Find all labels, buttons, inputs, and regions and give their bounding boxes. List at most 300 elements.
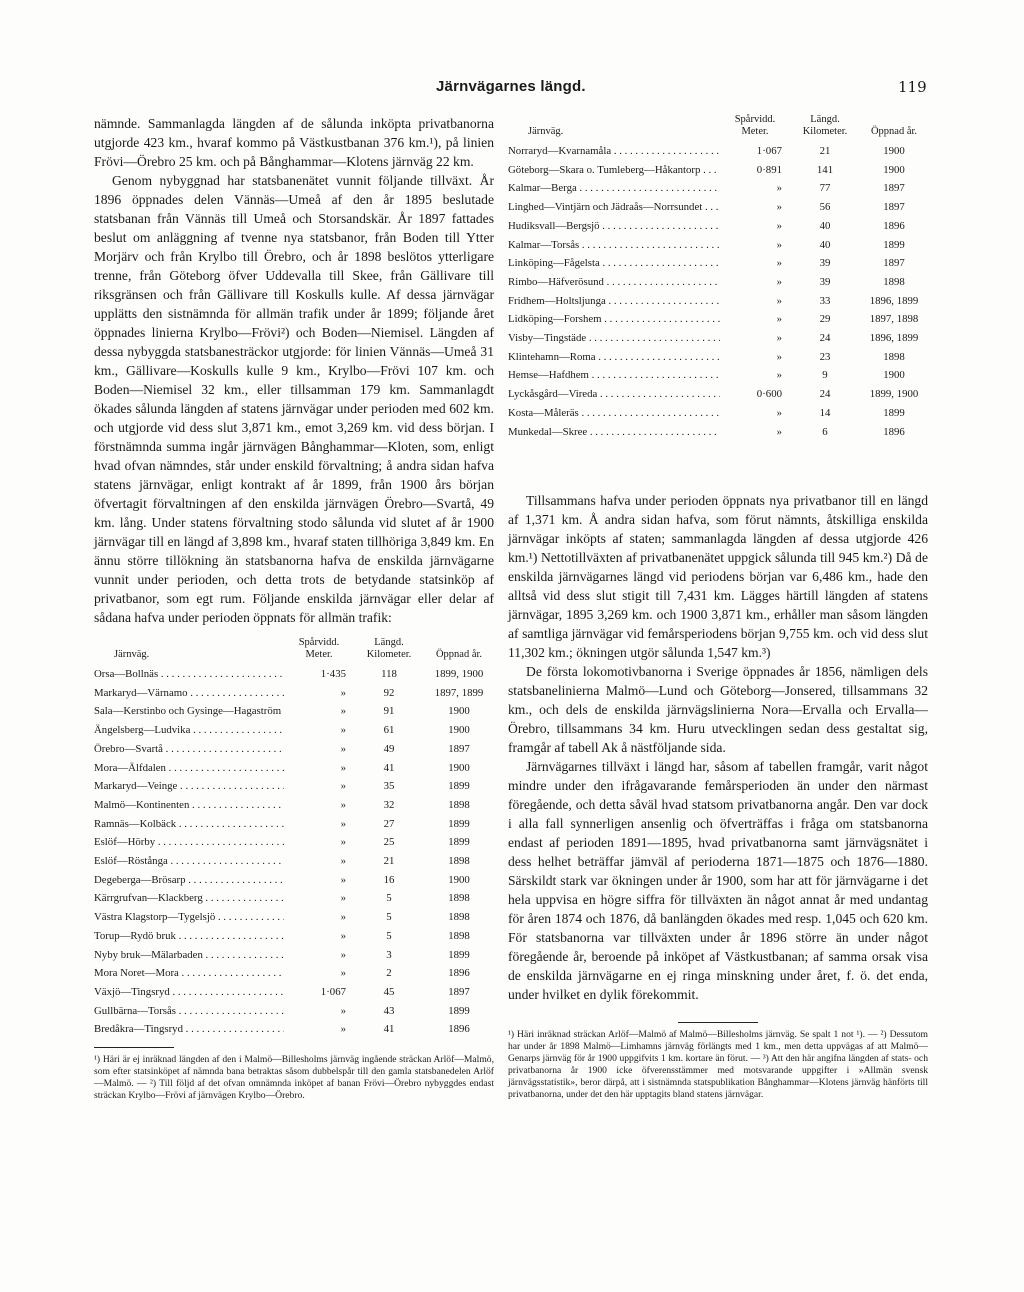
length-km — [354, 815, 424, 834]
railway-name — [508, 273, 720, 292]
length-km-text: 25 — [383, 836, 395, 849]
length-km-text: 118 — [381, 668, 397, 680]
railway-name — [508, 292, 720, 311]
length-km-text: 40 — [819, 238, 831, 251]
opened-year-text: 1899 — [448, 836, 470, 849]
railway-name-text: Ramnäs—Kolbäck — [94, 817, 177, 830]
railway-name — [94, 946, 284, 965]
length-km — [790, 217, 860, 236]
opened-year-text: 1896 — [883, 219, 905, 232]
opened-year — [860, 385, 928, 404]
opened-year-text: 1896 — [883, 425, 905, 438]
railway-name — [94, 871, 284, 890]
dot-leader — [158, 668, 284, 680]
table-row — [94, 759, 494, 778]
dot-leader — [596, 351, 720, 363]
track-gauge — [720, 366, 790, 385]
railway-name-text: Markaryd—Värnamo — [94, 686, 188, 699]
column-header: Järnväg. — [114, 649, 150, 660]
dot-leader — [176, 1005, 284, 1017]
railway-name — [94, 721, 284, 740]
length-km — [354, 740, 424, 759]
opened-year-text: 1900 — [448, 873, 470, 886]
length-km — [354, 796, 424, 815]
opened-year-text: 1900 — [448, 724, 470, 737]
track-gauge — [720, 404, 790, 423]
left-paragraph: Genom nybyggnad har statsbanenätet vunnit följande tillväxt. År 1896 öppnades delen Vännäs—Umeå af den år 1895 beslutade statsbanan från Vännäs till Umeå och Storsandskär. År 1897 fattades beslut om anläggning af tvenne nya statsbanor, från Boden till Ytter Morjärv och från Krylbo till Örebro, och år 1898 beslötos ytterligare trenne, från Göteborg öfver Uddevalla till Skee, från Gällivare till riksgränsen och från Gällivare till Koskulls kulle. Af dessa järnvägar upplätts den sistnämnda för allmän trafik under år 1899; följande året öppnades linierna Krylbo—Frövi²) och Boden—Niemisel. Längden af dessa nybyggda statsbanesträckor utgjorde: för linien Vännäs—Umeå 31 km., Gällivare—Koskulls kulle 9 km., Krylbo—Frövi 107 km. och Boden—Niemisel 32 km., eller tillsamman 179 km. Sammanlagdt ökades sålunda längden af statens järnvägar under perioden med 602 km. och utgjorde vid dess slut 3,871 km., emot 3,269 km. vid dess början. I förstnämnda summa ingår järnvägen Bånghammar—Kloten, som, enligt hvad ofvan nämndes, står under enskild förvaltning; å andra sidan hafva statens järnvägar, enligt kontrakt af år 1899, från 1900 års början öfvertagit förvaltningen af den enskilda järnvägen Örebro—Svartå, 49 km. lång. Under statens förvaltning stodo sålunda vid slutet af år 1900 järnvägar till en längd af 3,898 km., hvaraf staten tillhöriga 3,849 km. En ännu större tillökning än statsbanorna hafva de enskilda järnvägarne vunnit under perioden, och detta trots de betydande statsinköp af privatbanor, som egt rum. Följande enskilda järnvägar eller delar af sådana hafva under perioden öppnats för allmän trafik: — [94, 173, 494, 625]
railway-name — [94, 777, 284, 796]
table-row — [508, 198, 928, 217]
track-gauge — [284, 833, 354, 852]
table-row — [94, 833, 494, 852]
track-gauge-text: 0·891 — [756, 163, 782, 176]
track-gauge — [720, 329, 790, 348]
length-km-text: 5 — [386, 929, 392, 942]
railway-name-text: Hemse—Hafdhem — [508, 369, 589, 382]
dot-leader — [190, 724, 284, 736]
track-gauge-text: » — [776, 350, 782, 363]
length-km — [354, 665, 424, 684]
table-row — [508, 385, 928, 404]
table-row — [94, 796, 494, 815]
table-row — [508, 329, 928, 348]
railway-name-text: Fridhem—Holtsljunga — [508, 294, 606, 307]
table-row — [94, 983, 494, 1002]
opened-year-text: 1896, 1899 — [869, 332, 919, 345]
opened-year-text: 1899 — [448, 948, 470, 961]
opened-year — [424, 983, 494, 1002]
railway-name-text: Malmö—Kontinenten — [94, 798, 190, 811]
track-gauge — [284, 983, 354, 1002]
length-km-text: 5 — [386, 892, 392, 905]
track-gauge — [720, 273, 790, 292]
length-km-text: 91 — [383, 705, 395, 718]
track-gauge — [284, 815, 354, 834]
dot-leader — [189, 799, 284, 811]
rail-table — [508, 114, 928, 441]
private-railways-table-right — [508, 114, 928, 441]
length-km — [790, 179, 860, 198]
railway-name-text: Kalmar—Torsås — [508, 238, 580, 251]
opened-year-text: 1897, 1899 — [434, 686, 484, 699]
dot-leader — [600, 220, 720, 232]
railway-name — [94, 852, 284, 871]
length-km-text: 3 — [386, 948, 392, 961]
column-header: Öppnad år. — [870, 126, 918, 137]
length-km — [790, 198, 860, 217]
railway-name — [94, 964, 284, 983]
opened-year-text: 1898 — [448, 911, 470, 924]
length-km — [354, 833, 424, 852]
opened-year — [424, 964, 494, 983]
opened-year — [860, 292, 928, 311]
track-gauge — [720, 217, 790, 236]
table-row — [508, 142, 928, 161]
railway-name-text: Kosta—Måleräs — [508, 406, 579, 419]
length-km — [354, 908, 424, 927]
length-km-text: 23 — [819, 350, 831, 363]
length-km — [354, 684, 424, 703]
track-gauge-text: » — [340, 836, 346, 849]
railway-name — [94, 927, 284, 946]
column-header: Järnväg. — [528, 126, 564, 137]
dot-leader — [577, 182, 720, 194]
railway-name — [94, 983, 284, 1002]
track-gauge-text: » — [776, 182, 782, 195]
dot-leader — [579, 239, 720, 251]
dot-leader — [177, 780, 284, 792]
railway-name-text: Västra Klagstorp—Tygelsjö — [94, 911, 216, 924]
table-row — [94, 871, 494, 890]
length-km-text: 61 — [383, 724, 395, 737]
opened-year-text: 1898 — [883, 350, 905, 363]
railway-name — [94, 684, 284, 703]
opened-year — [424, 665, 494, 684]
table-row — [94, 684, 494, 703]
table-row — [508, 404, 928, 423]
length-km-text: 6 — [822, 425, 828, 438]
track-gauge — [284, 740, 354, 759]
track-gauge-text: » — [340, 967, 346, 980]
opened-year — [424, 702, 494, 721]
dot-leader — [163, 743, 284, 755]
railway-name-text: Torup—Rydö bruk — [94, 929, 176, 942]
opened-year — [860, 179, 928, 198]
dot-leader — [176, 930, 284, 942]
opened-year — [860, 198, 928, 217]
dot-leader — [700, 164, 720, 176]
opened-year — [860, 273, 928, 292]
table-body — [94, 665, 494, 1039]
opened-year — [860, 254, 928, 273]
table-row — [94, 1020, 494, 1039]
footnote: ¹) Häri är ej inräknad längden af den i Malmö—Billesholms järnväg ingående sträckan Arlöf—Malmö, som efter statsinköpet af nämnda bana betraktas såsom dubbelspår till den gamla statsbanedelen Arlöf—Malmö. — ²) Till följd af det ofvan omnämnda inköpet af banan Frövi—Örebro nybyggdes endast sträckan Krylbo—Frövi af järnvägen Krylbo—Örebro. — [94, 1054, 494, 1102]
track-gauge — [720, 142, 790, 161]
opened-year-text: 1899 — [883, 406, 905, 419]
opened-year — [424, 852, 494, 871]
length-km — [354, 1002, 424, 1021]
railway-name-text: Mora—Älfdalen — [94, 761, 166, 774]
table-row — [94, 852, 494, 871]
table-row — [508, 273, 928, 292]
track-gauge-text: » — [776, 369, 782, 382]
track-gauge — [284, 946, 354, 965]
private-railways-table-left — [94, 637, 494, 1039]
length-km-text: 35 — [383, 780, 395, 793]
railway-name — [508, 142, 720, 161]
track-gauge-text: » — [340, 686, 346, 699]
track-gauge-text: » — [340, 892, 346, 905]
table-row — [94, 946, 494, 965]
dot-leader — [183, 1023, 284, 1035]
right-text — [508, 491, 928, 1004]
opened-year-text: 1900 — [448, 761, 470, 774]
track-gauge — [284, 665, 354, 684]
opened-year — [860, 348, 928, 367]
opened-year — [424, 946, 494, 965]
opened-year — [860, 404, 928, 423]
length-km — [790, 348, 860, 367]
track-gauge-text: 1·067 — [756, 145, 782, 157]
opened-year-text: 1899, 1900 — [434, 668, 484, 680]
track-gauge-text: 0·600 — [756, 388, 782, 401]
track-gauge-text: 1·067 — [320, 985, 346, 998]
opened-year-text: 1899 — [883, 238, 905, 251]
track-gauge — [720, 310, 790, 329]
opened-year — [860, 217, 928, 236]
length-km-text: 49 — [383, 742, 395, 755]
dot-leader — [600, 257, 720, 269]
railway-name-text: Visby—Tingstäde — [508, 332, 587, 345]
railway-name — [508, 404, 720, 423]
railway-name — [508, 236, 720, 255]
length-km — [790, 385, 860, 404]
table-row — [94, 964, 494, 983]
left-column — [94, 114, 494, 1102]
opened-year — [424, 815, 494, 834]
railway-name — [508, 385, 720, 404]
length-km-text: 56 — [819, 201, 831, 214]
railway-name — [508, 348, 720, 367]
track-gauge-text: » — [340, 705, 346, 718]
dot-leader — [215, 911, 284, 923]
length-km-text: 33 — [819, 294, 831, 307]
table-row — [508, 217, 928, 236]
table-row — [508, 179, 928, 198]
length-km-text: 141 — [816, 163, 834, 176]
opened-year-text: 1898 — [448, 855, 470, 868]
track-gauge — [284, 1020, 354, 1039]
track-gauge-text: » — [776, 201, 782, 214]
track-gauge — [720, 161, 790, 180]
railway-name — [94, 815, 284, 834]
length-km-text: 92 — [383, 686, 395, 699]
footnote: ¹) Häri inräknad sträckan Arlöf—Malmö af Malmö—Billesholms järnväg. Se spalt 1 not ¹). — ²) Dessutom har under år 1898 Malmö—Limhamns järnväg förlängts med 1 km., men detta uppvägas af att Malmö—Genarps järnväg för år 1900 uppgifvits 1 km. kortare än förut. — ³) Att den här angifna längden af stats- och privatbanorna år 1900 icke öfverensstämmer med motsvarande uppgifter i »Allmän svensk järnvägsstatistik», beror därpå, att i sistnämnda statspublikation Bånghammar—Klotens järnväg hänförts till privatbanorna, under det den här upptagits bland statens järnvägar. — [508, 1029, 928, 1101]
track-gauge — [284, 684, 354, 703]
table-row — [94, 740, 494, 759]
track-gauge — [284, 1002, 354, 1021]
dot-leader — [604, 276, 720, 288]
track-gauge-text: » — [340, 855, 346, 868]
track-gauge — [284, 702, 354, 721]
length-km-text: 16 — [383, 873, 395, 886]
opened-year — [424, 927, 494, 946]
railway-name-text: Linköping—Fågelsta — [508, 257, 600, 270]
opened-year-text: 1897 — [448, 985, 470, 998]
opened-year-text: 1897 — [448, 742, 470, 755]
track-gauge — [284, 721, 354, 740]
track-gauge-text: » — [340, 742, 346, 755]
length-km — [790, 329, 860, 348]
track-gauge — [284, 964, 354, 983]
railway-name — [94, 1020, 284, 1039]
railway-name — [94, 833, 284, 852]
railway-name — [508, 217, 720, 236]
opened-year — [860, 310, 928, 329]
dot-leader — [168, 855, 284, 867]
length-km — [790, 142, 860, 161]
table-row — [94, 1002, 494, 1021]
length-km-text: 14 — [819, 406, 831, 419]
length-km — [354, 777, 424, 796]
page-header — [0, 78, 1024, 98]
track-gauge — [720, 348, 790, 367]
track-gauge-text: » — [340, 929, 346, 942]
right-paragraph: Järnvägarnes tillväxt i längd har, såsom af tabellen framgår, varit något mindre under den ifrågavarande femårsperioden än under den närmast föregående, och detta såväl hvad statsom privatbanorna angår. Den var dock i alla fall synnerligen ansenlig och öfverträffas i fråga om statsbanorna endast af perioden 1891—1895, hvad privatbanorna samt järnvägsnätet i dess helhet beträffar jämväl af perioderna 1871—1875 och 1876—1880. Särskildt stark var ökningen under år 1900, som har att för järnvägarne i det hela uppvisa en högre siffra för tillväxten än något annat år med undantag för åren 1874 och 1876, då banlängden ökades med resp. 1,045 och 620 km. För statsbanorna var tillväxten under år 1896 större än under något föregående år, beroende på inköpet af Västkustbanan; af samma orsak visa de enskilda järnvägarne en ej ringa minskning under året, f. ö. det enda, under hvilket en dylik förekommit. — [508, 759, 928, 1003]
table-row — [508, 366, 928, 385]
opened-year — [424, 796, 494, 815]
length-km-text: 27 — [383, 817, 395, 830]
running-title: Järnvägarnes längd. — [436, 78, 586, 95]
footnote-divider — [94, 1047, 174, 1048]
track-gauge-text: » — [340, 761, 346, 774]
length-km — [790, 310, 860, 329]
opened-year — [424, 1002, 494, 1021]
railway-name — [508, 310, 720, 329]
table-header-row — [94, 637, 494, 665]
railway-name-text: Hudiksvall—Bergsjö — [508, 219, 600, 232]
opened-year-text: 1898 — [883, 275, 905, 288]
table-row — [508, 236, 928, 255]
opened-year-text: 1900 — [883, 163, 905, 176]
rail-table — [94, 637, 494, 1039]
table-row — [508, 254, 928, 273]
railway-name — [94, 759, 284, 778]
track-gauge — [284, 871, 354, 890]
length-km — [354, 721, 424, 740]
length-km-text: 5 — [386, 911, 392, 924]
length-km-text: 9 — [822, 369, 828, 382]
track-gauge — [284, 796, 354, 815]
length-km — [354, 927, 424, 946]
railway-name-text: Örebro—Svartå — [94, 742, 163, 755]
opened-year-text: 1899 — [448, 817, 470, 830]
length-km — [354, 964, 424, 983]
length-km — [790, 423, 860, 442]
dot-leader — [155, 836, 284, 848]
railway-name-text: Eslöf—Röstånga — [94, 855, 168, 868]
dot-leader — [589, 369, 720, 381]
opened-year — [424, 777, 494, 796]
railway-name-text: Nyby bruk—Mälarbaden — [94, 948, 203, 961]
dot-leader — [186, 874, 284, 886]
track-gauge-text: » — [340, 1023, 346, 1036]
length-km-text: 41 — [383, 761, 395, 774]
length-km — [790, 366, 860, 385]
length-km-text: 2 — [386, 967, 392, 980]
opened-year-text: 1897 — [883, 201, 905, 214]
table-row — [94, 815, 494, 834]
railway-name-text: Eslöf—Hörby — [94, 836, 156, 849]
railway-name — [508, 329, 720, 348]
dot-leader — [203, 949, 284, 961]
track-gauge — [720, 423, 790, 442]
track-gauge-text: » — [776, 257, 782, 270]
opened-year-text: 1900 — [883, 145, 905, 157]
dot-leader — [281, 705, 284, 717]
track-gauge-text: » — [776, 332, 782, 345]
table-row — [94, 889, 494, 908]
column-header: Längd. Kilometer. — [366, 637, 412, 660]
dot-leader — [170, 986, 284, 998]
opened-year — [424, 1020, 494, 1039]
table-header-row — [508, 114, 928, 142]
dot-leader — [176, 818, 284, 830]
railway-name-text: Rimbo—Häfverösund — [508, 275, 604, 288]
dot-leader — [606, 295, 720, 307]
opened-year — [860, 423, 928, 442]
track-gauge — [284, 927, 354, 946]
table-row — [508, 292, 928, 311]
table-row — [508, 423, 928, 442]
table-row — [94, 777, 494, 796]
railway-name-text: Orsa—Bollnäs — [94, 668, 159, 680]
dot-leader — [702, 201, 720, 213]
length-km-text: 77 — [819, 182, 831, 195]
opened-year-text: 1898 — [448, 929, 470, 942]
track-gauge-text: » — [340, 780, 346, 793]
dot-leader — [602, 313, 720, 325]
opened-year-text: 1899 — [448, 780, 470, 793]
railway-name-text: Göteborg—Skara o. Tumleberg—Håkantorp — [508, 163, 701, 176]
length-km-text: 29 — [819, 313, 831, 326]
length-km — [354, 702, 424, 721]
length-km — [790, 254, 860, 273]
length-km-text: 40 — [819, 219, 831, 232]
track-gauge-text: » — [340, 798, 346, 811]
dot-leader — [586, 332, 720, 344]
footnote-divider — [678, 1022, 758, 1023]
railway-name-text: Lidköping—Forshem — [508, 313, 602, 326]
length-km — [354, 759, 424, 778]
opened-year — [860, 366, 928, 385]
track-gauge-text: » — [776, 313, 782, 326]
opened-year — [424, 721, 494, 740]
railway-name-text: Mora Noret—Mora — [94, 967, 179, 980]
railway-name — [508, 423, 720, 442]
track-gauge — [720, 254, 790, 273]
opened-year-text: 1900 — [883, 369, 905, 382]
length-km — [354, 983, 424, 1002]
railway-name — [94, 740, 284, 759]
track-gauge — [720, 236, 790, 255]
track-gauge-text: » — [340, 948, 346, 961]
railway-name-text: Markaryd—Veinge — [94, 780, 178, 793]
column-header: Längd. Kilometer. — [802, 114, 848, 137]
length-km-text: 39 — [819, 257, 831, 270]
table-body — [508, 142, 928, 441]
length-km-text: 32 — [383, 798, 395, 811]
length-km-text: 21 — [819, 145, 831, 157]
dot-leader — [611, 145, 720, 157]
track-gauge-text: » — [776, 406, 782, 419]
railway-name-text: Gullbärna—Torsås — [94, 1004, 176, 1017]
opened-year-text: 1900 — [448, 705, 470, 718]
opened-year-text: 1896 — [448, 1023, 470, 1036]
railway-name-text: Munkedal—Skree — [508, 425, 588, 438]
length-km — [354, 946, 424, 965]
track-gauge-text: » — [776, 219, 782, 232]
railway-name — [508, 366, 720, 385]
dot-leader — [188, 687, 284, 699]
railway-name — [94, 908, 284, 927]
dot-leader — [179, 967, 284, 979]
railway-name — [94, 796, 284, 815]
opened-year — [860, 329, 928, 348]
column-header: Spårvidd. Meter. — [734, 114, 776, 137]
opened-year-text: 1896, 1899 — [869, 294, 919, 307]
dot-leader — [166, 762, 284, 774]
